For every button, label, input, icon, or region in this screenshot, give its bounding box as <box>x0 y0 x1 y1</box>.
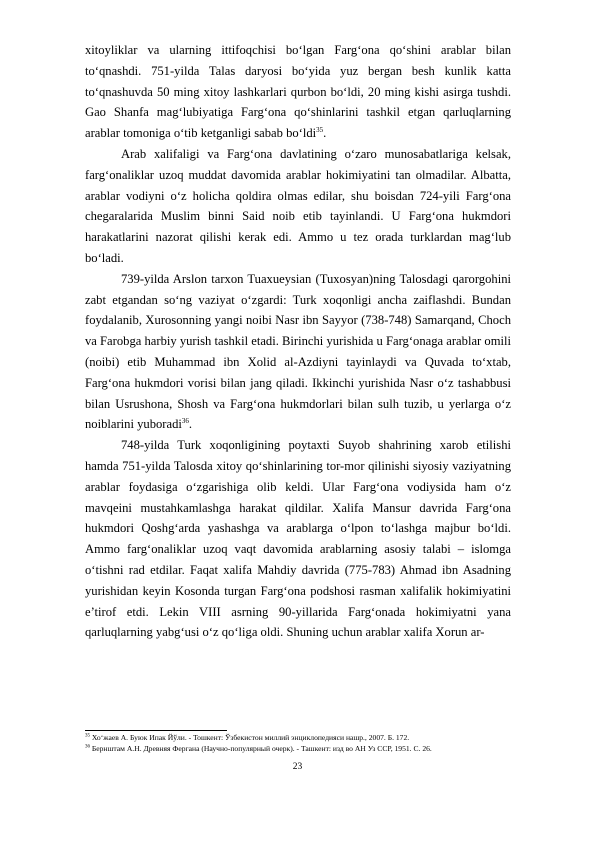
footnote-36: $^{36}$ Бернштам А.Н. Древняя Фергана (Научно-популярный очерк). - Ташкент: изд во АН Уз ССР, 1951. С. 26. <box>85 744 432 753</box>
main-text <box>85 40 511 643</box>
footnote-ref-36[interactable]: 36 <box>181 417 189 426</box>
footnote-separator <box>85 730 227 731</box>
paragraph-3: 739-yilda Arslon tarxon Tuaxueysian (Tuxosyan)ning Talosdagi qarorgohini zabt etgandan so‘ng vaziyat o‘zgardi: Turk xoqonligi ancha zaiflashdi. Bundan foydalanib, Xurosonning yangi noibi Nasr ibn Sayyor (738-748) Samarqand, Choch va Farobga harbiy yurish tashkil etadi. Birinchi yurishida u Farg‘onaga arablar omili (noibi) etib Muhammad ibn Xolid al-Azdiyni tayinlaydi va Quvada to‘xtab, Farg‘ona hukmdori vorisi bilan jang qiladi. Ikkinchi yurishida Nasr o‘z tashabbusi bilan Usrushona, Shosh va Farg‘ona hukmdorlari bilan sulh tuzib, u yerlarga o‘z noiblarini yuboradi$^{36}$. <box>85 271 511 432</box>
paragraph-4: 748-yilda Turk xoqonligining poytaxti Suyob shahrining xarob etilishi hamda 751-yilda Talosda xitoy qo‘shinlarining tor-mor qilinishi siyosiy vaziyatning arablar foydasiga o‘zgarishiga olib keldi. Ular Farg‘ona vodiysida ham o‘z mavqeini mustahkamlashga harakat qildilar. Xalifa Mansur davrida Farg‘ona hukmdori Qoshg‘arda yashashga va arablarga o‘lpon to‘lashga majbur bo‘ldi. Ammo farg‘onaliklar uzoq vaqt davomida arablarning asosiy talabi – islomga o‘tishni rad etdilar. Faqat xalifa Mahdiy davrida (775-783) Ahmad ibn Asadning yurishidan keyin Kosonda turgan Farg‘ona podshosi rasman xalifalik hokimiyatini e’tirof etdi. Lekin VIII asrning 90-yillarida Farg‘onada hokimiyatni yana qarluqlarning yabg‘usi o‘z qo‘liga oldi. Shuning uchun arablar xalifa Xorun ar- <box>85 438 511 640</box>
footnotes <box>85 732 511 754</box>
footnote-35: $^{35}$ Хо‘жаев А. Буюк Ипак Йўли. - Тошкент: Ўзбекистон миллий энциклопедияси нашр., 2007. Б. 172. <box>85 733 410 742</box>
footnote-ref-35[interactable]: 35 <box>316 126 324 134</box>
paragraph-1: xitoyliklar va ularning ittifoqchisi bo‘lgan Farg‘ona qo‘shini arablar bilan to‘qnashdi. 751-yilda Talas daryosi bo‘yida yuz bergan besh kunlik katta to‘qnashuvda 50 ming xitoy lashkarlari qurbon bo‘ldi, 20 ming kishi asirga tushdi. Gao Shanfa mag‘lubiyatiga Farg‘ona qo‘shinlarini tashkil etgan qarluqlarning arablar tomoniga o‘tib ketganligi sabab bo‘ldi$^{35}$. <box>85 43 511 141</box>
page-number: 23 <box>292 762 303 772</box>
paragraph-2: Arab xalifaligi va Farg‘ona davlatining o‘zaro munosabatlariga kelsak, farg‘onaliklar uzoq muddat davomida arablar hokimiyatini tan olmadilar. Albatta, arablar vodiyni o‘z holicha qoldira olmas edilar, shu boisdan 724-yili Farg‘ona chegaralarida Muslim binni Said noib etib tayinlandi. U Farg‘ona hukmdori harakatlarini nazorat qilishi kerak edi. Ammo u tez orada turklardan mag‘lub bo‘ladi. <box>85 146 511 265</box>
